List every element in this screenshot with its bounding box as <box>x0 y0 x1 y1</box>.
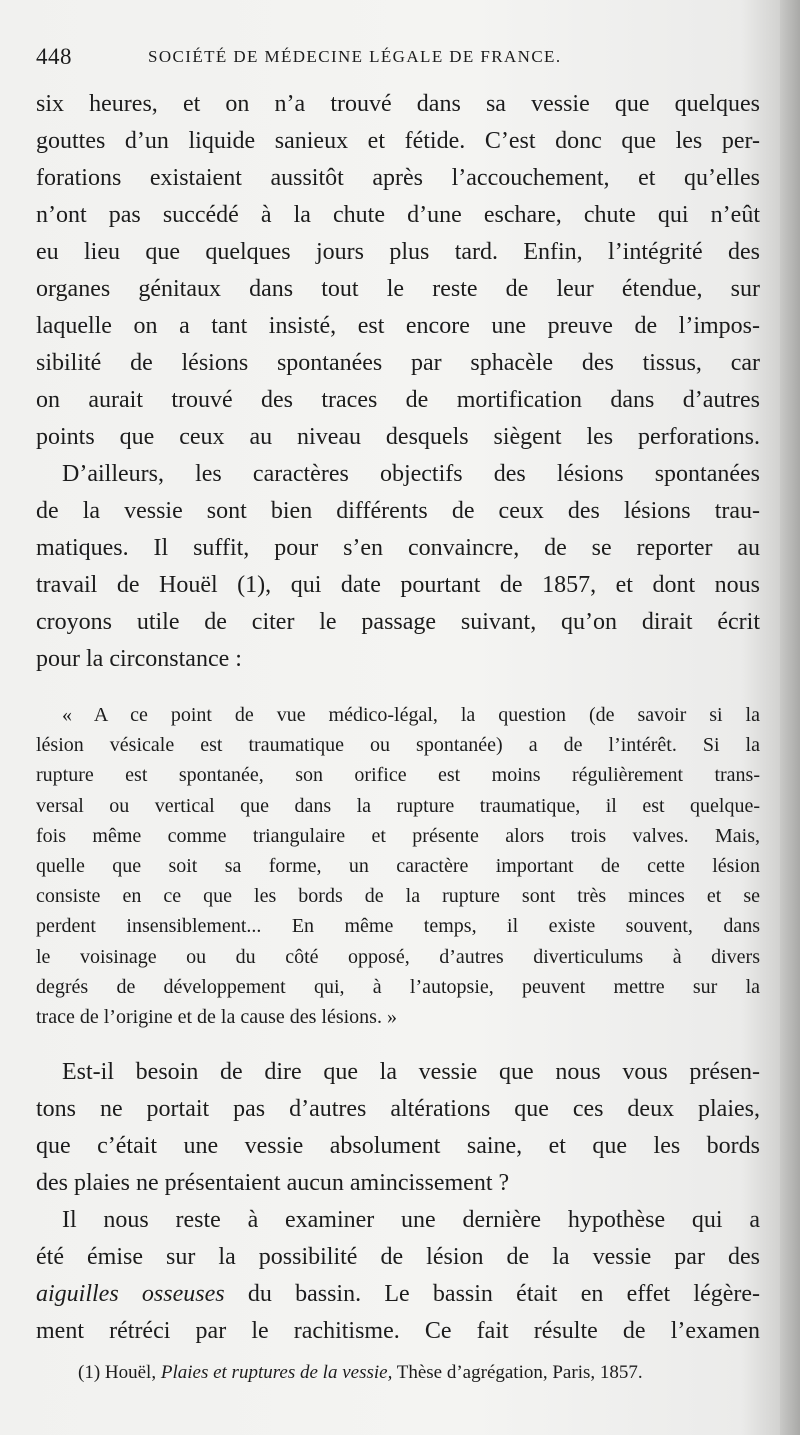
text-line: pour la circonstance : <box>36 646 242 672</box>
quote-line: trace de l’origine et de la cause des lésions. » <box>36 1005 397 1028</box>
text-span: du bassin. Le bassin était en effet légère- <box>224 1281 761 1308</box>
footnote <box>78 1362 778 1384</box>
text-line: croyons utile de citer le passage suivant, qu’on dirait écrit <box>36 609 760 635</box>
text-line: organes génitaux dans tout le reste de leur étendue, sur <box>36 276 760 302</box>
quote-line: consiste en ce que les bords de la rupture sont très minces et se <box>36 885 760 908</box>
spacer <box>36 1032 760 1054</box>
block-quote <box>36 700 760 1032</box>
footnote-title: Plaies et ruptures de la vessie, <box>160 1362 393 1383</box>
text-line: été émise sur la possibilité de lésion de la vessie par des <box>36 1244 760 1271</box>
quote-line: versal ou vertical que dans la rupture traumatique, il est quelque- <box>36 794 760 817</box>
page-body <box>36 86 760 1350</box>
text-line: de la vessie sont bien différents de ceux des lésions trau- <box>36 498 760 524</box>
text-line: que c’était une vessie absolument saine, et que les bords <box>36 1133 760 1160</box>
page-number: 448 <box>36 44 72 69</box>
text-line: des plaies ne présentaient aucun amincissement ? <box>36 1170 510 1197</box>
text-line: Il nous reste à examiner une dernière hypothèse qui a <box>62 1207 760 1234</box>
text-line: D’ailleurs, les caractères objectifs des lésions spontanées <box>62 461 760 487</box>
text-line: forations existaient aussitôt après l’accouchement, et qu’elles <box>36 165 760 191</box>
text-line: ment rétréci par le rachitisme. Ce fait résulte de l’examen <box>36 1318 760 1345</box>
page-edge <box>780 0 800 1435</box>
paragraph-4 <box>36 1202 760 1350</box>
footnote-text: Thèse d’agrégation, Paris, 1857. <box>392 1362 643 1383</box>
quote-line: perdent insensiblement... En même temps, il existe souvent, dans <box>36 915 760 938</box>
running-title: SOCIÉTÉ DE MÉDECINE LÉGALE DE FRANCE. <box>148 47 562 66</box>
text-line <box>36 1276 760 1313</box>
quote-line: « A ce point de vue médico-légal, la question (de savoir si la <box>62 704 760 726</box>
paragraph-2 <box>36 456 760 678</box>
quote-line: fois même comme triangulaire et présente alors trois valves. Mais, <box>36 824 760 847</box>
paragraph-1 <box>36 86 760 456</box>
text-line: gouttes d’un liquide sanieux et fétide. C’est donc que les per- <box>36 128 760 154</box>
text-line: laquelle on a tant insisté, est encore une preuve de l’impos- <box>36 313 760 339</box>
text-line: on aurait trouvé des traces de mortification dans d’autres <box>36 387 760 413</box>
text-line: points que ceux au niveau desquels siègent les perforations. <box>36 424 760 450</box>
italic-term: aiguilles osseuses <box>36 1281 225 1308</box>
quote-line: degrés de développement qui, à l’autopsie, peuvent mettre sur la <box>36 975 760 998</box>
text-line: Est-il besoin de dire que la vessie que nous vous présen- <box>62 1059 760 1086</box>
text-line: six heures, et on n’a trouvé dans sa vessie que quelques <box>36 91 760 117</box>
text-line: n’ont pas succédé à la chute d’une eschare, chute qui n’eût <box>36 202 760 228</box>
footnote-marker: (1) Houël, <box>78 1362 161 1383</box>
quote-line: lésion vésicale est traumatique ou spontanée) a de l’intérêt. Si la <box>36 734 760 757</box>
quote-line: rupture est spontanée, son orifice est moins régulièrement trans- <box>36 764 760 787</box>
quote-line: le voisinage ou du côté opposé, d’autres diverticulums à divers <box>36 945 760 968</box>
text-line: sibilité de lésions spontanées par sphacèle des tissus, car <box>36 350 760 376</box>
text-line: eu lieu que quelques jours plus tard. Enfin, l’intégrité des <box>36 239 760 265</box>
paragraph-3 <box>36 1054 760 1202</box>
text-line: tons ne portait pas d’autres altérations que ces deux plaies, <box>36 1096 760 1123</box>
text-line: matiques. Il suffit, pour s’en convaincre, de se reporter au <box>36 535 760 561</box>
quote-line: quelle que soit sa forme, un caractère important de cette lésion <box>36 854 760 877</box>
text-line: travail de Houël (1), qui date pourtant de 1857, et dont nous <box>36 572 760 598</box>
